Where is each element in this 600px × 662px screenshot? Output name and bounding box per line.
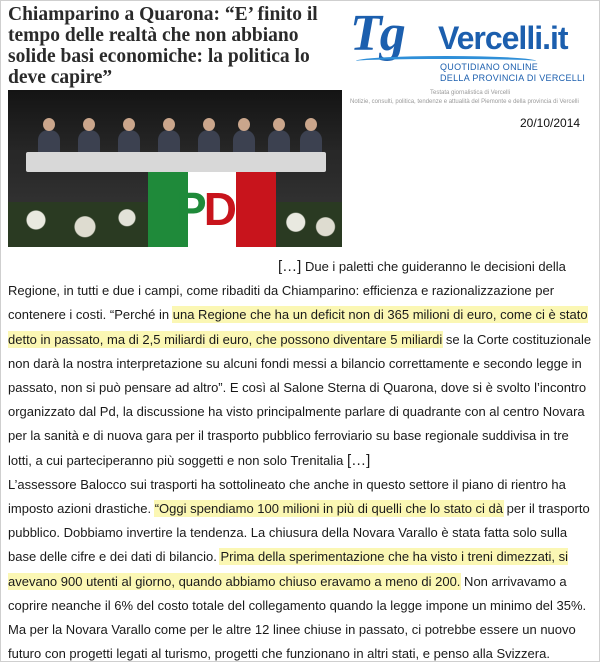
ellipsis-bracket: […] (278, 258, 302, 275)
text-run: per il trasporto pubblico. Dobbiamo invertire la tendenza. La chiusura della Novara Varallo è stata fatta solo sulla base delle cifre e dei dati di bilancio. (8, 501, 590, 565)
logo-tagline-1: QUOTIDIANO ONLINE (440, 62, 539, 72)
text-run: se la Corte costituzionale non darà la nostra interpretazione su alcuni fondi messi a bilancio correttamente e secondo legge in passato, non si può pensare ad altro”. E così al Salone Sterna di Quarona, dove si è svolto l’incontro organizzato dal Pd, la discussione ha visto principalmente parlare di quadrante con al centro Novara per la sanità e di nuova gara per il trasporto pubblico ferroviario su base regionale suddivisa in tre lotti, a cui parteciperanno più soggetti e non solo Trenitalia (8, 331, 592, 468)
article-body (8, 255, 592, 662)
text-run: Non arrivavamo a coprire neanche il 6% del costo totale del collegamento quando la legge impone un minimo del 35%. Ma per la Novara Varallo come per le altre 12 linee chiuse in passato, ci potrebbe essere un nuovo futuro con progetti legati al turismo, progetti che funzionano in altri stati, e penso alla Svizzera. (8, 573, 587, 662)
highlighted-quote: Prima della sperimentazione che ha visto i treni dimezzati, si avevano 900 utenti al giorno, quando abbiamo chiuso eravamo a meno di 200. (8, 549, 569, 589)
logo-brand-tld: .it (542, 20, 568, 56)
party-logo-d: D (203, 183, 234, 235)
logo-tagline-2: DELLA PROVINCIA DI VERCELLI (440, 73, 586, 83)
meeting-photo (8, 90, 342, 247)
ellipsis-bracket: […] (346, 451, 371, 469)
headline: Chiamparino a Quarona: “E’ finito il tempo delle realtà che non abbiano solide basi economiche: la politica lo deve capire” (8, 4, 318, 88)
site-logo (350, 5, 590, 105)
logo-subtitle-2: Notizie, consulti, politica, tendenze e attualità del Piemonte e della provincia di Vercelli (350, 99, 579, 105)
party-logo (176, 182, 234, 236)
banner-stripe-red (236, 172, 276, 247)
highlighted-quote: “Oggi spendiamo 100 milioni in più di quelli che lo stato ci dà (154, 501, 503, 517)
text-run: L’assessore Balocco sui trasporti ha sottolineato che anche in questo settore il piano di rientro ha imposto azioni drastiche. (8, 476, 566, 517)
logo-brand (438, 20, 568, 56)
highlighted-quote: una Regione che ha un deficit non di 365 milioni di euro, come ci è stato detto in passato, ma di 2,5 miliardi di euro, che possono diventare 5 miliardi (8, 307, 588, 347)
logo-subtitle-1: Testata giornalistica di Vercelli (430, 90, 511, 96)
flower-arrangement (8, 202, 148, 247)
logo-brand-name: Vercelli (438, 20, 543, 56)
panel-table (26, 152, 326, 172)
text-run: Due i paletti che guideranno le decisioni della Regione, in tutti e due i campi, come ribaditi da Chiamparino: efficienza e razionalizzazione per contenere i costi. “Perché in (8, 259, 566, 323)
flower-arrangement (276, 202, 342, 247)
article-paragraph-1 (8, 255, 592, 473)
article-paragraph-2 (8, 473, 592, 662)
logo-mark: Tg (350, 5, 404, 62)
article-date: 20/10/2014 (520, 116, 581, 130)
party-logo-p: P (176, 183, 204, 235)
